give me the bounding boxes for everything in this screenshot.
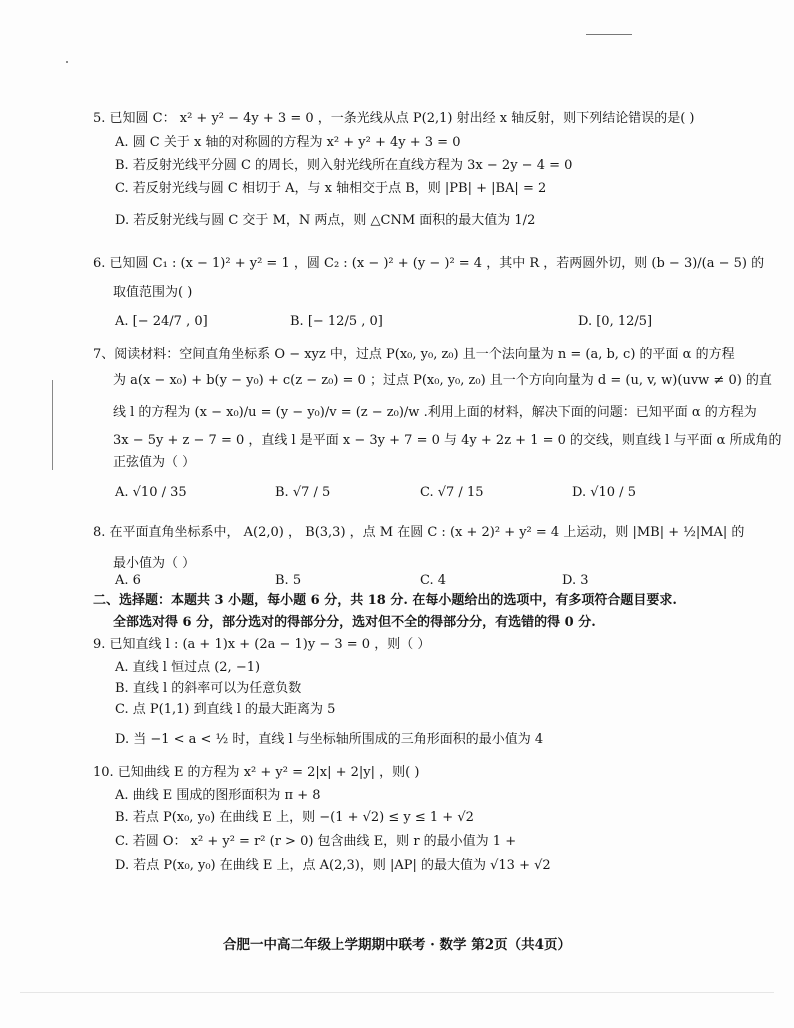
q6-option-b: B. [− 12/5 , 0] — [290, 314, 383, 329]
q9-option-d: D. 当 −1 < a < ½ 时，直线 l 与坐标轴所围成的三角形面积的最小值为 4 — [115, 732, 544, 747]
q9-option-b: B. 直线 l 的斜率可以为任意负数 — [115, 681, 302, 696]
q6-stem: 6. 已知圆 C₁ : (x − 1)² + y² = 1 ，圆 C₂ : (x − )² + (y − )² = 4 ，其中 R ，若两圆外切，则 (b − 3)/(a − 5) 的 — [93, 256, 765, 271]
q7-option-c: C. √7 / 15 — [420, 485, 484, 500]
section-2-instructions: 全部选对得 6 分，部分选对的得部分分，选对但不全的得部分分，有选错的得 0 分. — [113, 615, 596, 630]
q10-stem: 10. 已知曲线 E 的方程为 x² + y² = 2|x| + 2|y| ，则( ) — [93, 765, 420, 780]
q8-option-c: C. 4 — [420, 573, 447, 588]
q6-option-d: D. [0, 12/5] — [578, 314, 653, 329]
q6-option-a: A. [− 24/7 , 0] — [115, 314, 208, 329]
q5-option-d: D. 若反射光线与圆 C 交于 M，N 两点，则 △CNM 面积的最大值为 1/2 — [115, 213, 536, 228]
q9-option-a: A. 直线 l 恒过点 (2, −1) — [115, 660, 261, 675]
q9-stem: 9. 已知直线 l : (a + 1)x + (2a − 1)y − 3 = 0 ，则（ ） — [93, 637, 431, 652]
q10-option-d: D. 若点 P(x₀, y₀) 在曲线 E 上，点 A(2,3)，则 |AP| 的最大值为 √13 + √2 — [115, 858, 551, 873]
q7-line-5: 正弦值为（ ） — [113, 455, 196, 470]
scan-edge-line — [52, 380, 53, 470]
section-2-heading: 二、选择题：本题共 3 小题，每小题 6 分，共 18 分. 在每小题给出的选项中，有多项符合题目要求. — [93, 593, 677, 608]
q6-stem-continued: 取值范围为( ) — [113, 285, 193, 300]
q7-option-a: A. √10 / 35 — [115, 485, 187, 500]
q7-line-3: 线 l 的方程为 (x − x₀)/u = (y − y₀)/v = (z − z₀)/w .利用上面的材料，解决下面的问题：已知平面 α 的方程为 — [113, 405, 757, 420]
q7-option-d: D. √10 / 5 — [572, 485, 636, 500]
scan-bottom-edge — [20, 992, 774, 993]
q8-stem: 8. 在平面直角坐标系中， A(2,0) ， B(3,3) ，点 M 在圆 C : (x + 2)² + y² = 4 上运动，则 |MB| + ½|MA| 的 — [93, 525, 745, 540]
q8-option-d: D. 3 — [562, 573, 589, 588]
q8-option-b: B. 5 — [275, 573, 302, 588]
q7-line-4: 3x − 5y + z − 7 = 0 ，直线 l 是平面 x − 3y + 7 = 0 与 4y + 2z + 1 = 0 的交线，则直线 l 与平面 α 所成角的 — [113, 433, 782, 448]
q5-option-c: C. 若反射光线与圆 C 相切于 A，与 x 轴相交于点 B，则 |PB| + |BA| = 2 — [115, 181, 547, 196]
q5-option-b: B. 若反射光线平分圆 C 的周长，则入射光线所在直线方程为 3x − 2y − 4 = 0 — [115, 158, 573, 173]
page-footer: 合肥一中高二年级上学期期中联考 · 数学 第2页（共4页） — [222, 937, 572, 953]
q5-option-a: A. 圆 C 关于 x 轴的对称圆的方程为 x² + y² + 4y + 3 = 0 — [115, 135, 461, 150]
q7-line-1: 7、阅读材料：空间直角坐标系 O − xyz 中，过点 P(x₀, y₀, z₀) 且一个法向量为 n = (a, b, c) 的平面 α 的方程 — [93, 347, 735, 362]
scan-speck — [66, 61, 68, 63]
page-edge-mark — [586, 34, 632, 35]
q7-option-b: B. √7 / 5 — [275, 485, 331, 500]
q8-option-a: A. 6 — [115, 573, 141, 588]
q10-option-c: C. 若圆 O： x² + y² = r² (r > 0) 包含曲线 E，则 r 的最小值为 1 + — [115, 834, 517, 849]
q10-option-a: A. 曲线 E 围成的图形面积为 π + 8 — [115, 788, 321, 803]
q5-stem: 5. 已知圆 C： x² + y² − 4y + 3 = 0 ，一条光线从点 P(2,1) 射出经 x 轴反射，则下列结论错误的是( ) — [93, 111, 695, 126]
q9-option-c: C. 点 P(1,1) 到直线 l 的最大距离为 5 — [115, 702, 336, 717]
q7-line-2: 为 a(x − x₀) + b(y − y₀) + c(z − z₀) = 0 ；过点 P(x₀, y₀, z₀) 且一个方向向量为 d = (u, v, w)(uvw ≠ 0) 的直 — [113, 373, 772, 388]
q10-option-b: B. 若点 P(x₀, y₀) 在曲线 E 上，则 −(1 + √2) ≤ y ≤ 1 + √2 — [115, 810, 474, 825]
q8-stem-continued: 最小值为（ ） — [113, 556, 196, 571]
